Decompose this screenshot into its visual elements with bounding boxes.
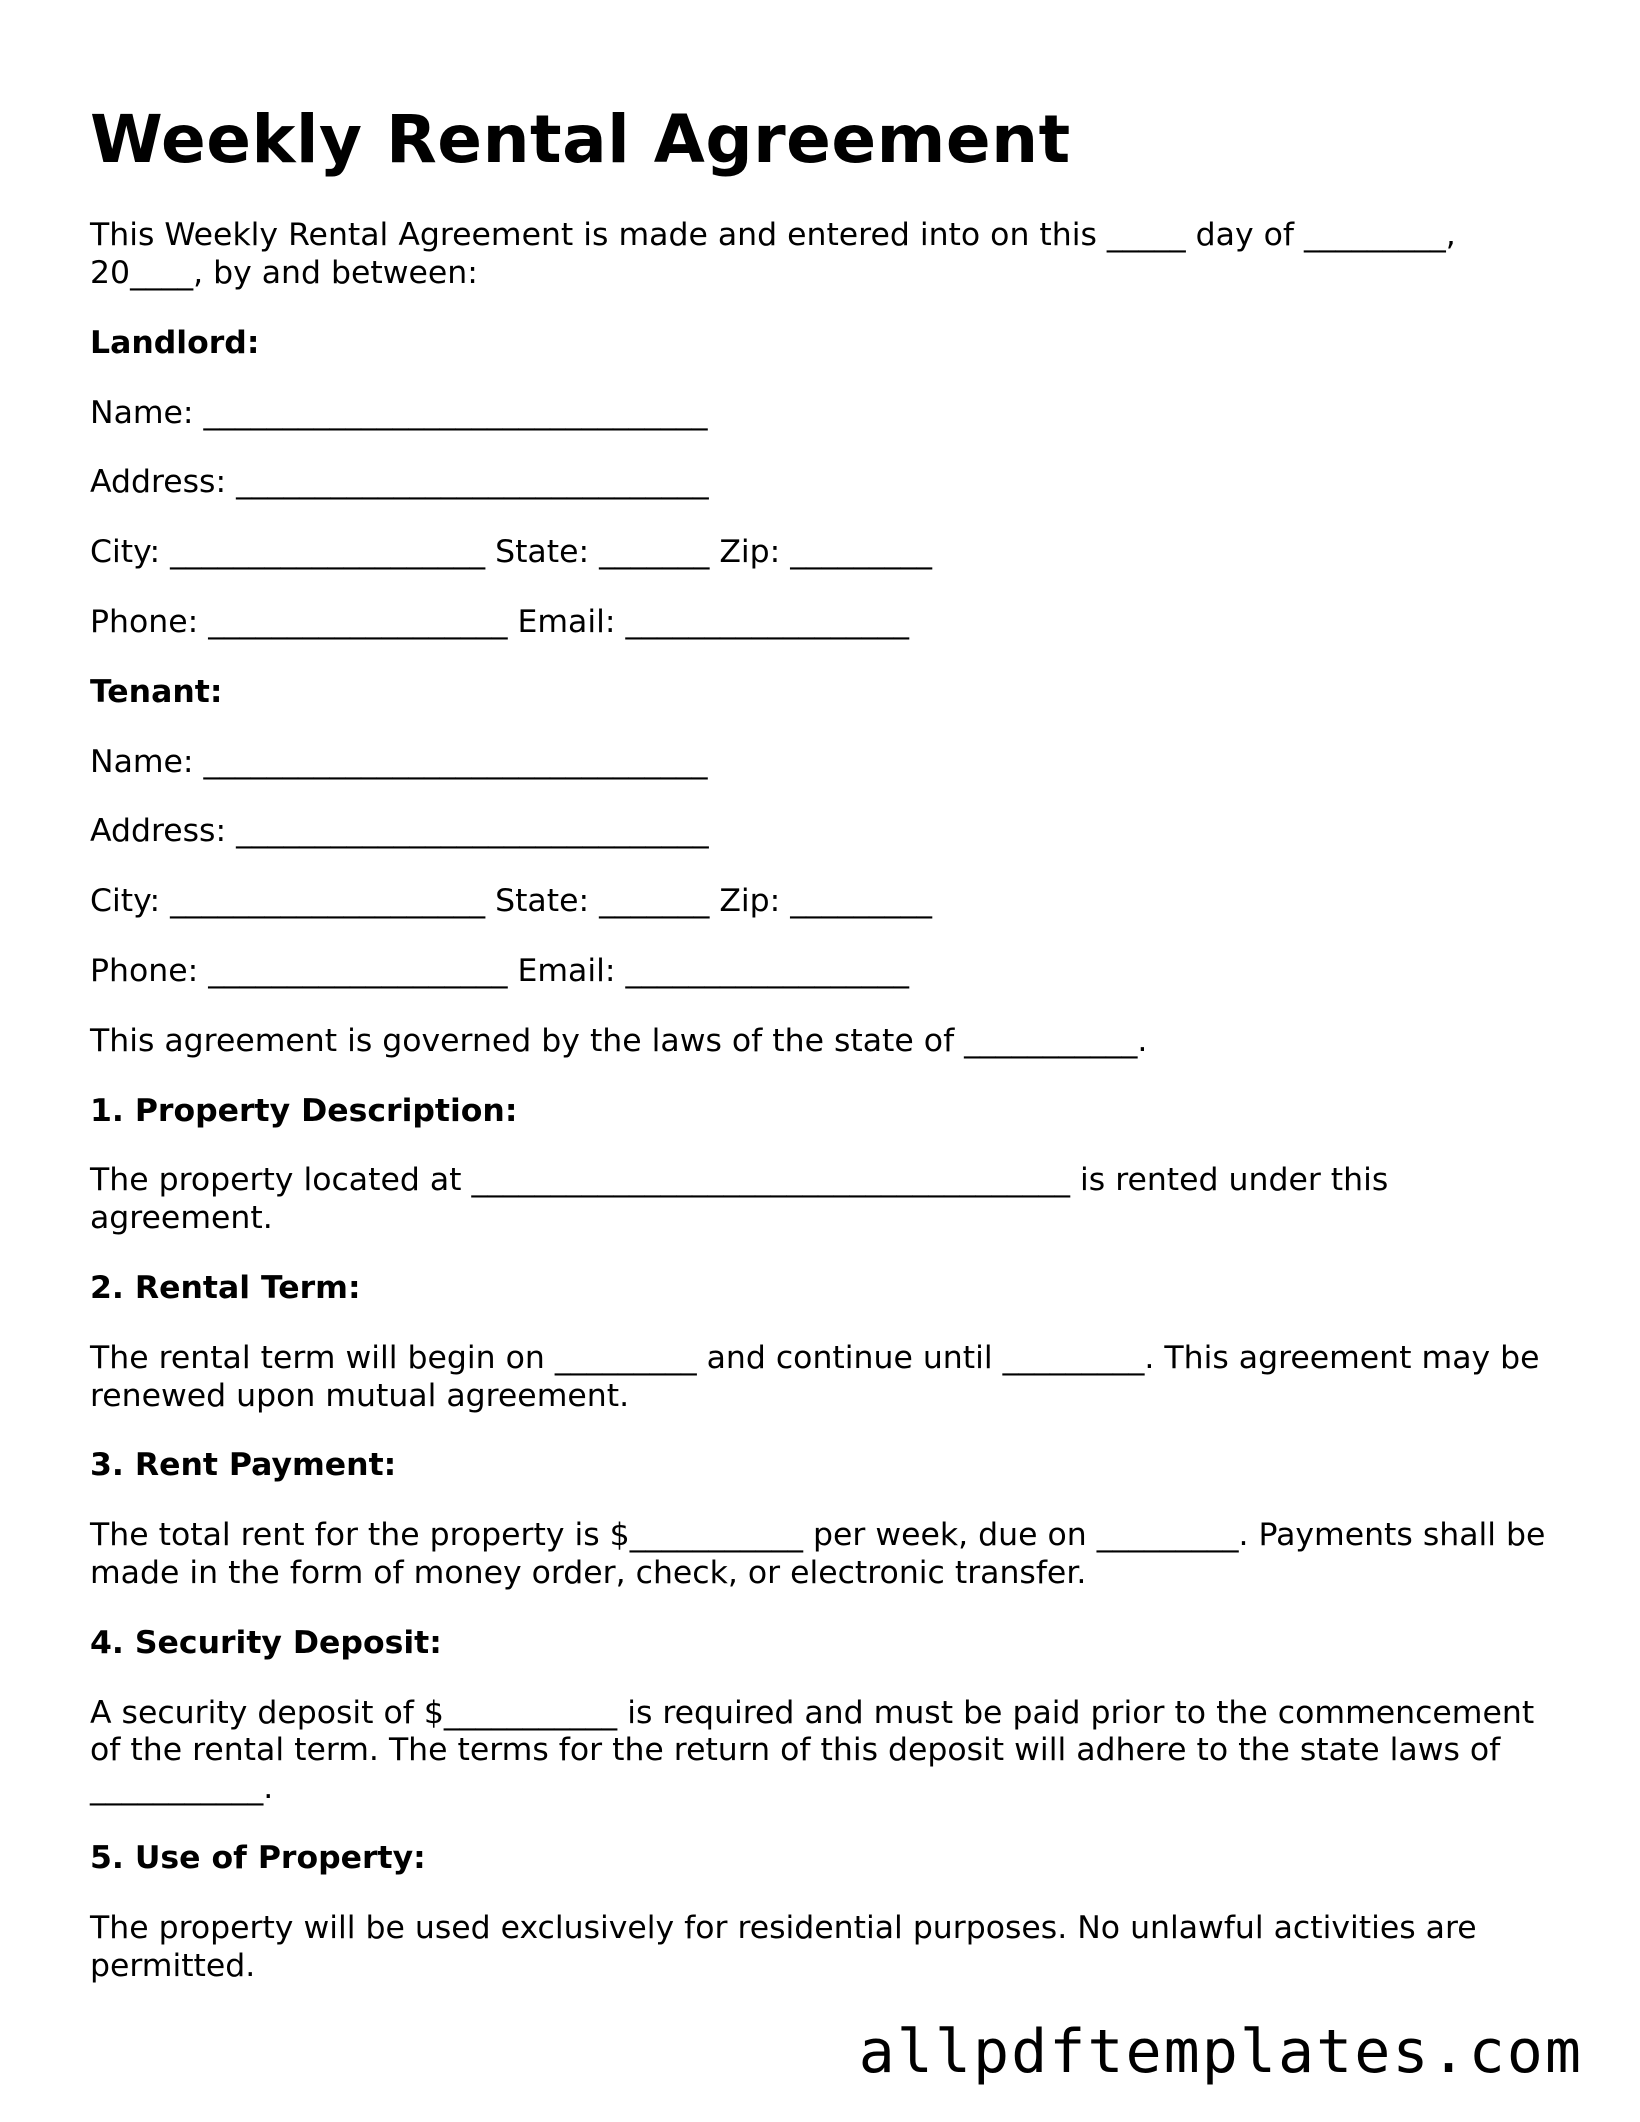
tenant-heading: Tenant: xyxy=(90,673,223,710)
landlord-address-line: Address: ______________________________ xyxy=(90,464,709,501)
tenant-name-line: Name: ________________________________ xyxy=(90,743,708,780)
section-heading-rent-payment: 3. Rent Payment: xyxy=(90,1447,397,1484)
tenant-address-line: Address: ______________________________ xyxy=(90,813,709,850)
section-body-use-of-property: The property will be used exclusively for residential purposes. No unlawful activities are permitted. xyxy=(90,1909,1477,1984)
landlord-phone-line: Phone: ___________________ Email: __________________ xyxy=(90,603,909,640)
section-body-security-deposit: A security deposit of $___________ is required and must be paid prior to the commencement of the rental term. The terms for the return of this deposit will adhere to the state laws of ___________. xyxy=(90,1694,1535,1807)
section-body-rental-term: The rental term will begin on _________ and continue until _________. This agreement may be renewed upon mutual agreement. xyxy=(90,1339,1540,1414)
section-heading-security-deposit: 4. Security Deposit: xyxy=(90,1624,442,1661)
landlord-name-line: Name: ________________________________ xyxy=(90,394,708,431)
section-heading-rental-term: 2. Rental Term: xyxy=(90,1269,361,1306)
watermark: allpdftemplates.com xyxy=(858,2017,1583,2087)
section-heading-property-description: 1. Property Description: xyxy=(90,1092,518,1129)
governing-law-line: This agreement is governed by the laws of the state of ___________. xyxy=(90,1022,1148,1059)
section-body-rent-payment: The total rent for the property is $___________ per week, due on _________. Payments shall be made in the form of money order, check, or electronic transfer. xyxy=(90,1517,1546,1591)
section-body-property-description: The property located at ______________________________________ is rented under this agreement. xyxy=(90,1162,1389,1237)
tenant-phone-line: Phone: ___________________ Email: __________________ xyxy=(90,952,909,989)
tenant-city-line: City: ____________________ State: _______ Zip: _________ xyxy=(90,883,933,920)
landlord-city-line: City: ____________________ State: _______ Zip: _________ xyxy=(90,534,933,571)
section-heading-use-of-property: 5. Use of Property: xyxy=(90,1839,426,1876)
document-title: Weekly Rental Agreement xyxy=(90,101,1071,178)
landlord-heading: Landlord: xyxy=(90,324,260,361)
intro-paragraph: This Weekly Rental Agreement is made and entered into on this _____ day of _________, 20____, by and between: xyxy=(90,217,1456,291)
document-page xyxy=(90,100,1560,2017)
